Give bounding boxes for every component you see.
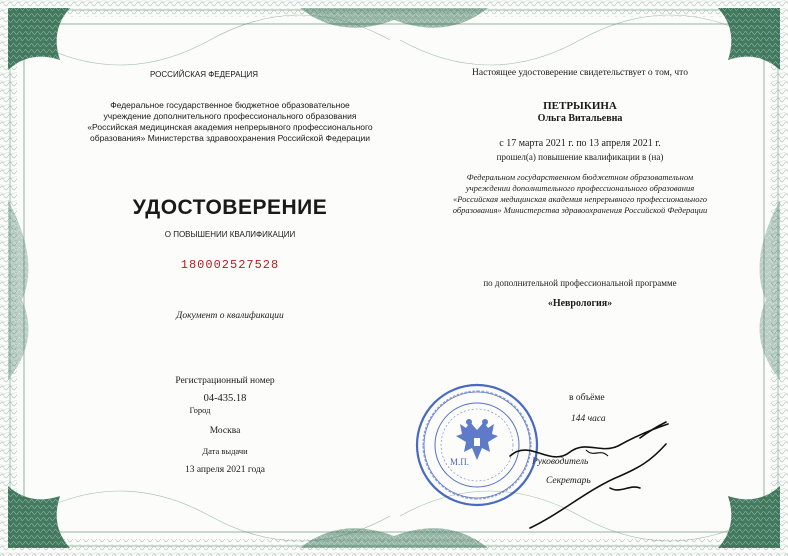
program-label: по дополнительной профессиональной программе: [483, 278, 677, 288]
reg-number-label: Регистрационный номер: [175, 376, 275, 386]
program-name: «Неврология»: [547, 298, 613, 309]
document-title: УДОСТОВЕРЕНИЕ: [132, 196, 328, 219]
institution-line: «Российская медицинская академия непрерывного профессионального: [87, 122, 373, 132]
right-institution: [420, 172, 740, 216]
intro-text: Настоящее удостоверение свидетельствует о том, что: [472, 68, 688, 78]
training-period: с 17 марта 2021 г. по 13 апреля 2021 г.: [499, 138, 661, 149]
city: Москва: [209, 426, 241, 436]
volume-hours: 144 часа: [571, 414, 606, 424]
left-institution: [60, 100, 400, 144]
institution-line: образования» Министерства здравоохранения Российской Федерации: [452, 205, 708, 215]
document-subtitle: О ПОВЫШЕНИИ КВАЛИФИКАЦИИ: [164, 230, 296, 239]
reg-number: 04-435.18: [203, 393, 247, 404]
institution-line: образования» Министерства здравоохранения Российской Федерации: [89, 133, 371, 143]
serial-number: 180002527528: [180, 258, 280, 272]
issue-date-label: Дата выдачи: [202, 446, 248, 456]
institution-line: Федеральное государственное бюджетное образовательное: [110, 100, 350, 110]
head-label: Руководитель: [532, 457, 589, 467]
country-label: РОССИЙСКАЯ ФЕДЕРАЦИЯ: [150, 70, 258, 79]
volume-label: в объёме: [569, 393, 605, 403]
institution-line: Федеральном государственном бюджетном образовательном: [466, 172, 694, 182]
holder-surname: ПЕТРЫКИНА: [543, 100, 617, 112]
issue-date: 13 апреля 2021 года: [184, 465, 266, 475]
city-label: Город: [189, 405, 211, 415]
signatures: [490, 418, 690, 538]
stamp-mark: М.П.: [450, 457, 470, 467]
institution-line: «Российская медицинская академия непрерывного профессионального: [452, 194, 708, 204]
passed-training: прошел(а) повышение квалификации в (на): [496, 152, 664, 162]
institution-line: учреждение дополнительного профессионального образования: [103, 111, 357, 121]
holder-given-names: Ольга Витальевна: [537, 113, 623, 124]
institution-line: учреждении дополнительного профессионального образования: [465, 183, 695, 193]
document-type: Документ о квалификации: [176, 311, 284, 321]
secretary-label: Секретарь: [546, 476, 591, 486]
